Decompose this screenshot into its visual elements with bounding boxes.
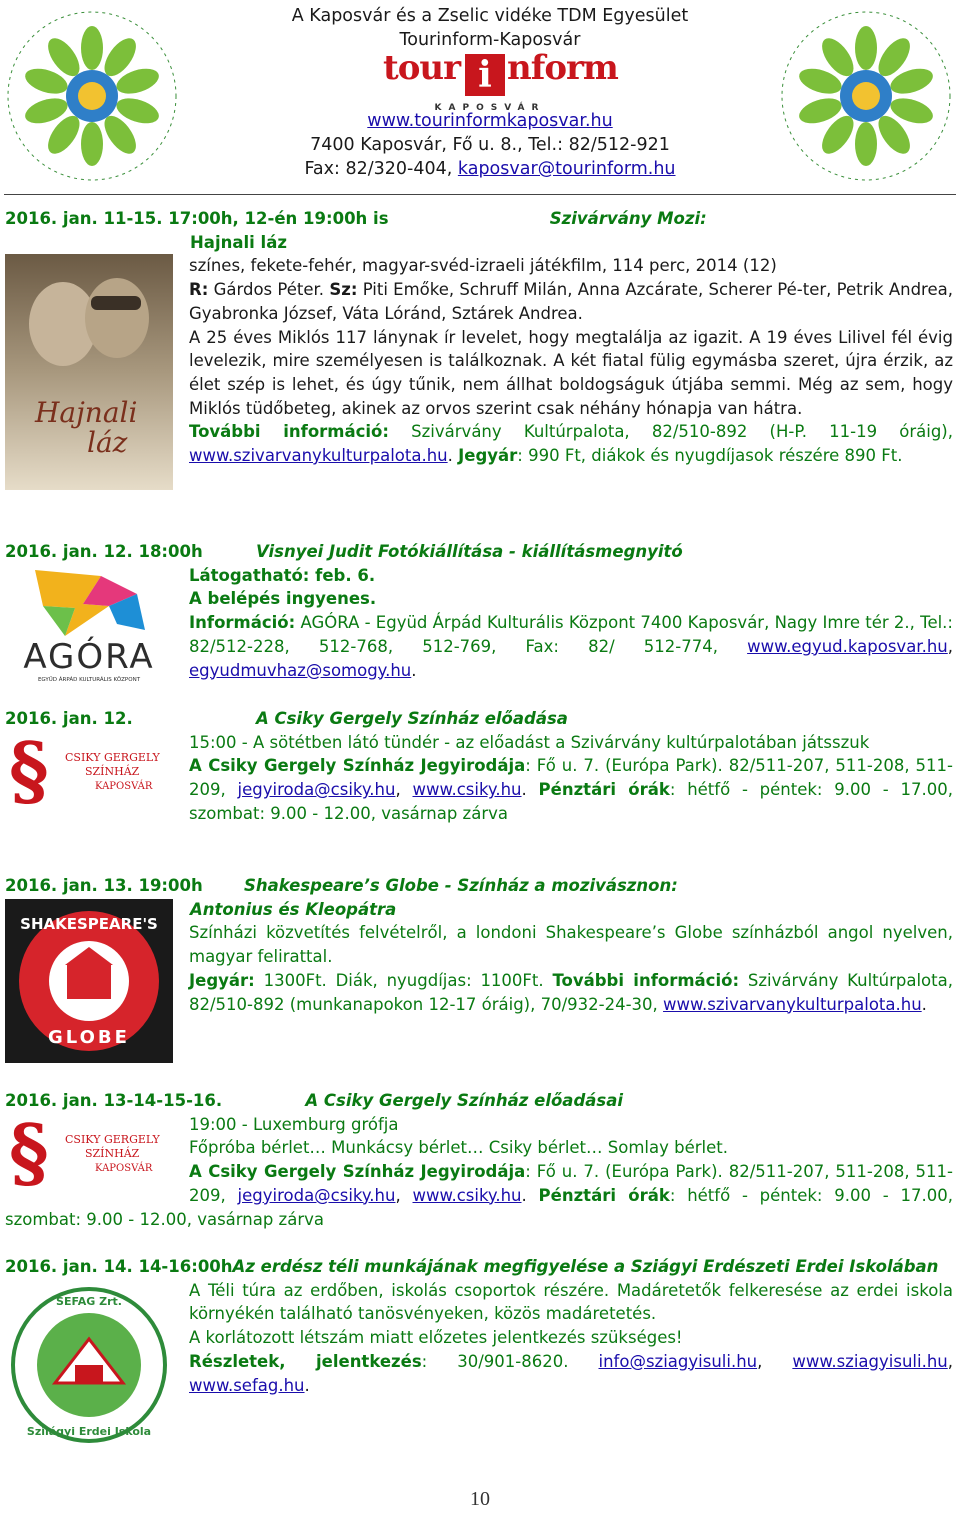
- sefag-logo-bottom: Szilágyi Erdei Iskola: [26, 1424, 152, 1438]
- event-title: Az erdész téli munkájának megfigyelése a Sziágyi Erdészeti Erdei Iskolában: [232, 1257, 939, 1276]
- egyud-link[interactable]: www.egyud.kaposvar.hu: [747, 636, 948, 656]
- event-subtitle: Antonius és Kleopátra: [190, 899, 397, 919]
- csiky-logo-line3: KAPOSVÁR: [95, 1162, 153, 1174]
- sziagyi-email-link[interactable]: info@sziagyisuli.hu: [598, 1351, 758, 1371]
- info-label: További információ:: [189, 422, 389, 442]
- separator: ,: [395, 780, 413, 800]
- csiky-theatre-logo: [5, 731, 173, 811]
- email-link[interactable]: kaposvar@tourinform.hu: [457, 159, 676, 179]
- period: .: [411, 660, 417, 680]
- cast: Piti Emőke, Schruff Milán, Anna Azcárate, Scherer Pé-ter, Petrik Andrea, Gyabronka József, Váta Lóránd, Sztárek Andrea.: [189, 280, 953, 323]
- agora-subtitle: EGYÜD ÁRPÁD KULTURÁLIS KÖZPONT: [37, 676, 141, 683]
- csiky-logo-line2: SZÍNHÁZ: [85, 764, 140, 778]
- event-description: Színházi közvetítés felvételről, a londoni Shakespeare’s Globe színházból angol nyelven, magyar felirattal.: [189, 923, 953, 967]
- director-label: R:: [189, 280, 209, 300]
- csiky-web-link[interactable]: www.csiky.hu: [412, 1185, 522, 1205]
- ticket-price: : 990 Ft, diákok és nyugdíjasok részére 890 Ft.: [517, 446, 903, 466]
- website-link[interactable]: www.tourinformkaposvar.hu: [367, 111, 613, 131]
- movie-poster-image: [5, 254, 173, 490]
- globe-logo-bottom: GLOBE: [48, 1027, 130, 1049]
- tdm-flower-logo-right: [776, 4, 956, 184]
- separator: ,: [947, 1351, 953, 1371]
- egyud-email-link[interactable]: egyudmuvhaz@somogy.hu: [189, 660, 412, 680]
- event-title: A Csiky Gergely Színház előadásai: [305, 1091, 623, 1110]
- free-entry: A belépés ingyenes.: [189, 589, 377, 609]
- separator: .: [521, 1185, 539, 1205]
- info-label: További információ:: [552, 970, 740, 990]
- event-title: A Csiky Gergely Színház előadása: [255, 709, 568, 728]
- address: 7400 Kaposvár, Fő u. 8., Tel.: 82/512-921: [310, 135, 670, 155]
- ticket-label: Jegyár:: [189, 970, 255, 990]
- jegyiroda-email-link[interactable]: jegyiroda@csiky.hu: [237, 780, 396, 800]
- sziagyi-web-link[interactable]: www.sziagyisuli.hu: [792, 1351, 948, 1371]
- tourinform-logo: [200, 48, 780, 113]
- csiky-theatre-logo: [5, 1113, 173, 1193]
- separator: ,: [757, 1351, 793, 1371]
- globe-logo-top: SHAKESPEARE'S: [20, 915, 158, 934]
- event-hajnali-laz: 2016. jan. 11-15. 17:00h, 12-én 19:00h is Szivárvány Mozi: Hajnali láz Hajnali láz színes, fekete-fehér, magyar-svéd-izraeli játékfilm, 114 perc, 2014 (12) R: Gárdos Péter. Sz: Piti Emőke, Schruff Milán, Anna Azcárate, Scherer Pé-ter, Petrik Andrea, Gyabronka József, Váta Lóránd, Sztárek Andrea. A 25 éves Miklós 117 lánynak ír levelet, hogy megtalálja az igazit. A 19 éves Lilivel fél évig levelezik, mire személyesen is találkoznak. A két fiatal fülig egymásba szeret, újra érzik, az élet szép is lehet, és úgy tűnik, nem állhat boldogságuk útjába semmi. Még az sem, hogy Miklós tüdőbeteg, akinek az orvos szerint csak néhány hónapja van hátra. További információ: Szivárvány Kultúrpalota, 82/510-892 (H-P. 11-19 óráig), www.szivarvanykulturpalota.hu. Jegyár: 990 Ft, diákok és nyugdíjasok részére 890 Ft.: [5, 207, 953, 490]
- event-description: A Téli túra az erdőben, iskolás csoportok részére. Madáretetők felkeresése az erdei iskola környékén található tanösvényeken, közös madáretetés.: [189, 1280, 953, 1324]
- event-date: 2016. jan. 13-14-15-16.: [5, 1091, 223, 1110]
- performance-line: 15:00 - A sötétben látó tündér - az előadást a Szivárvány kultúrpalotában játsszuk: [189, 732, 870, 752]
- registration-notice: A korlátozott létszám miatt előzetes jelentkezés szükséges!: [189, 1328, 683, 1348]
- separator: ,: [947, 636, 953, 656]
- separator: .: [521, 780, 539, 800]
- event-csiky-2: [5, 1089, 953, 1231]
- details-label: Részletek, jelentkezés: [189, 1351, 422, 1371]
- cast-label: Sz:: [329, 280, 358, 300]
- office-label: A Csiky Gergely Színház Jegyirodája: [189, 756, 526, 776]
- period: .: [921, 994, 927, 1014]
- event-title: Visnyei Judit Fotókiállítása - kiállításmegnyitó: [255, 542, 683, 561]
- hours-text: : hétfő - péntek: 9.00 - 17.00, szombat: 9.00 - 12.00, vasárnap zárva: [189, 780, 953, 823]
- jegyiroda-email-link[interactable]: jegyiroda@csiky.hu: [237, 1185, 396, 1205]
- event-date: 2016. jan. 12. 18:00h: [5, 542, 203, 561]
- info-text: AGÓRA - Együd Árpád Kulturális Központ 7400 Kaposvár, Nagy Imre tér 2., Tel.: 82/512-228, 512-768, 512-769, Fax: 82/ 512-774,: [189, 613, 953, 656]
- event-title: Hajnali láz: [190, 232, 287, 252]
- poster-title-1: Hajnali: [35, 396, 138, 430]
- agora-logo: [5, 564, 173, 684]
- ticket-price: 1300Ft. Diák, nyugdíjas: 1100Ft.: [254, 970, 553, 990]
- csiky-s-icon: §: [9, 1112, 49, 1193]
- hours-label: Pénztári órák: [538, 1185, 670, 1205]
- info-text: Szivárvány Kultúrpalota, 82/510-892 (munkanapokon 12-17 óráig), 70/932-24-30,: [189, 970, 953, 1014]
- csiky-logo-line3: KAPOSVÁR: [95, 780, 153, 792]
- header-contact: [200, 4, 780, 181]
- event-erdesz: [5, 1255, 953, 1443]
- event-date: 2016. jan. 11-15. 17:00h, 12-én 19:00h is: [5, 209, 389, 228]
- org-name: A Kaposvár és a Zselic vidéke TDM Egyesület: [291, 6, 689, 26]
- event-description: A 25 éves Miklós 117 lánynak ír levelet, hogy megtalálja az igazit. A 19 éves Lilivel fél évig levelezik, mire személyesen is találkoznak. A két fiatal fülig egymásba szeret, újra érzik, az élet szép is lehet, és úgy tűnik, nem állhat boldogságuk útjába semmi. Még az sem, hogy Miklós tüdőbeteg, akinek az orvos szerint csak néhány hónapja van hátra.: [189, 327, 953, 418]
- page-number: 10: [470, 1488, 490, 1510]
- event-venue: Szivárvány Mozi:: [549, 209, 707, 228]
- office-text: : Fő u. 7. (Európa Park). 82/511-207, 511-208, 511-209,: [189, 1162, 953, 1205]
- period: .: [304, 1375, 310, 1395]
- event-visnyei-kiallitas: [5, 540, 953, 684]
- director: Gárdos Péter.: [208, 280, 330, 300]
- office-label: A Csiky Gergely Színház Jegyirodája: [189, 1162, 526, 1182]
- csiky-web-link[interactable]: www.csiky.hu: [412, 780, 522, 800]
- ticket-label: Jegyár: [458, 446, 518, 466]
- event-genre: színes, fekete-fehér, magyar-svéd-izraeli játékfilm, 114 perc, 2014 (12): [189, 256, 777, 276]
- csiky-s-icon: §: [9, 730, 49, 811]
- org-subname: Tourinform-Kaposvár: [399, 30, 581, 50]
- event-csiky-1: [5, 707, 953, 826]
- season-tickets: Főpróba bérlet… Munkácsy bérlet… Csiky bérlet… Somlay bérlet.: [189, 1138, 728, 1158]
- event-globe: [5, 874, 953, 1063]
- event-date: 2016. jan. 14. 14-16:00h: [5, 1257, 233, 1276]
- brand-sub: KAPOSVÁR: [434, 103, 546, 113]
- visit-until: Látogatható: feb. 6.: [189, 565, 376, 585]
- sefag-logo-top: SEFAG Zrt.: [56, 1294, 122, 1308]
- sziagyi-erdei-iskola-logo: [5, 1279, 173, 1443]
- office-text: : Fő u. 7. (Európa Park). 82/511-207, 511-208, 511-209,: [189, 756, 953, 800]
- csiky-logo-line1: CSIKY GERGELY: [65, 1132, 160, 1146]
- event-title: Shakespeare’s Globe - Színház a mozivásznon:: [243, 876, 678, 895]
- kulturpalota-link[interactable]: www.szivarvanykulturpalota.hu: [189, 446, 448, 466]
- info-label: Információ:: [189, 613, 296, 633]
- details-phone: : 30/901-8620.: [421, 1351, 599, 1371]
- brand-i-icon: i: [465, 54, 505, 96]
- fax: Fax: 82/320-404,: [304, 159, 458, 179]
- csiky-logo-line1: CSIKY GERGELY: [65, 750, 160, 764]
- separator: ,: [395, 1185, 413, 1205]
- brand-word-right: nform: [507, 48, 618, 88]
- info-text: Szivárvány Kultúrpalota, 82/510-892 (H-P. 11-19 óráig),: [389, 422, 953, 442]
- event-date: 2016. jan. 12.: [5, 709, 133, 728]
- hours-text: : hétfő - péntek: 9.00 - 17.00, szombat: 9.00 - 12.00, vasárnap zárva: [5, 1185, 953, 1229]
- shakespeares-globe-logo: [5, 899, 173, 1063]
- tdm-flower-logo-left: [2, 4, 182, 184]
- header-divider: [4, 194, 956, 195]
- agora-wordmark: AGÓRA: [23, 636, 155, 677]
- performance-line: 19:00 - Luxemburg grófja: [189, 1114, 399, 1134]
- event-date: 2016. jan. 13. 19:00h: [5, 876, 203, 895]
- poster-title-2: láz: [87, 426, 128, 460]
- brand-word-left: tour: [383, 48, 461, 88]
- sefag-web-link[interactable]: www.sefag.hu: [189, 1375, 305, 1395]
- kulturpalota-link[interactable]: www.szivarvanykulturpalota.hu: [663, 994, 922, 1014]
- csiky-logo-line2: SZÍNHÁZ: [85, 1146, 140, 1160]
- hours-label: Pénztári órák: [538, 780, 670, 800]
